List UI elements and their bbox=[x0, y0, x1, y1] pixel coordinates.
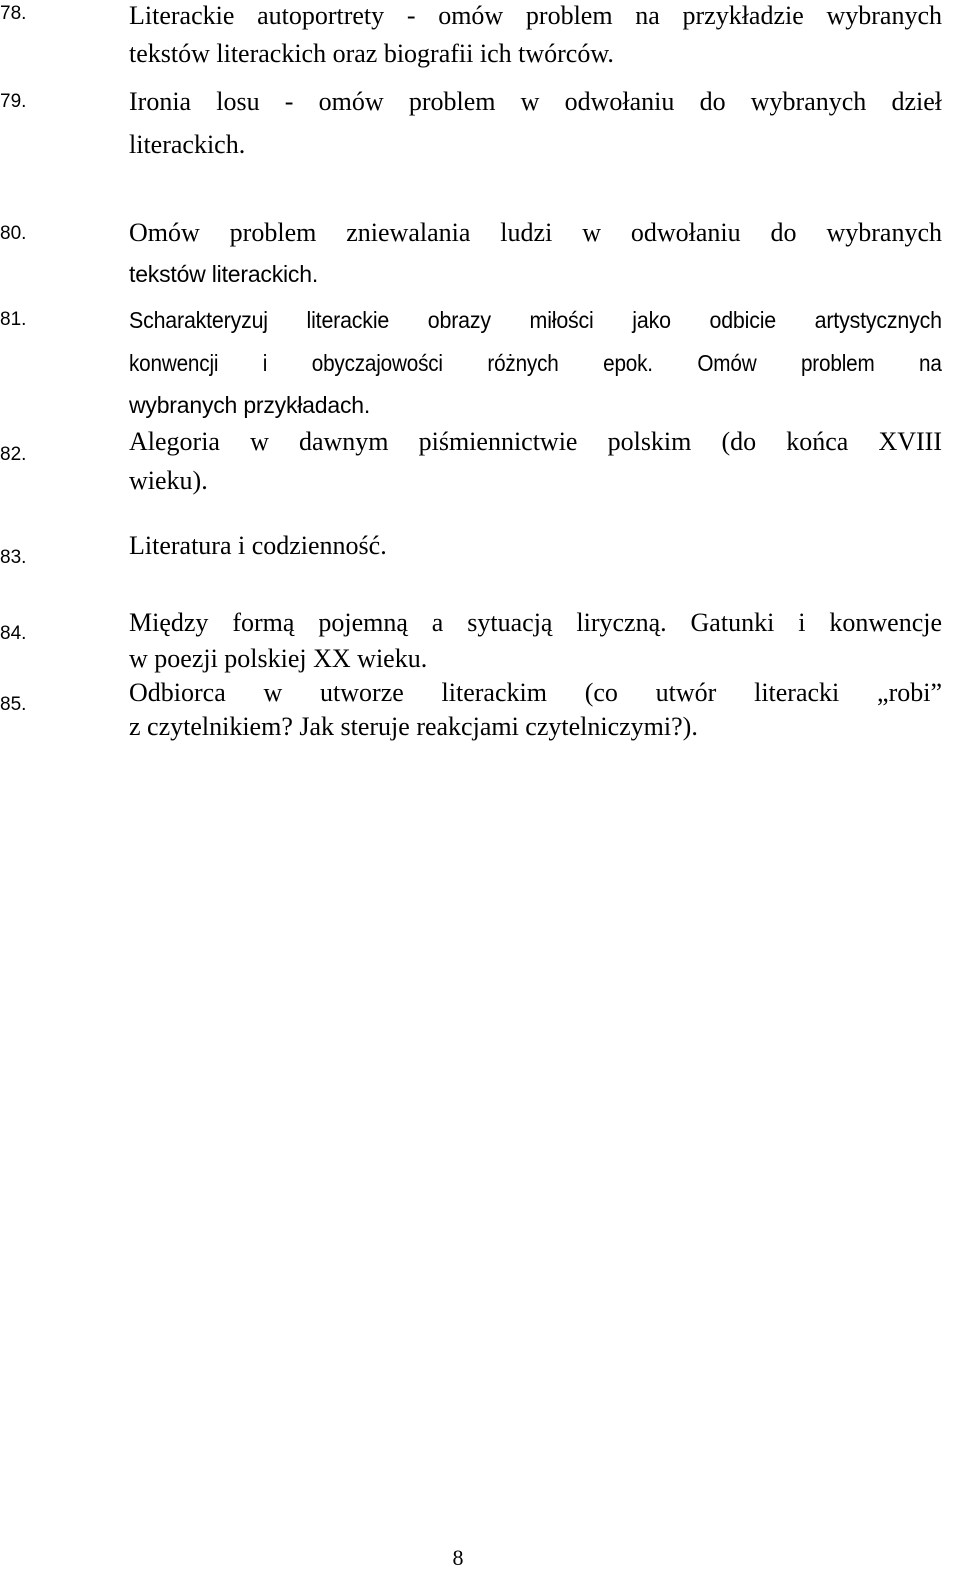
item-83-line-1: Literatura i codzienność. bbox=[129, 531, 387, 560]
item-82-line-2: wieku). bbox=[129, 466, 208, 495]
item-78-line-1: Literackie autoportrety - omów problem na przykładzie wybranych bbox=[129, 1, 942, 30]
item-80-line-1: Omów problem zniewalania ludzi w odwołaniu do wybranych bbox=[129, 218, 942, 247]
item-81-line-3: wybranych przykładach. bbox=[129, 392, 371, 418]
item-84-line-2: w poezji polskiej XX wieku. bbox=[129, 644, 428, 673]
item-number-85: 85. bbox=[0, 694, 27, 715]
page-number: 8 bbox=[452, 1545, 464, 1570]
item-number-84: 84. bbox=[0, 623, 27, 644]
item-number-80: 80. bbox=[0, 223, 27, 244]
item-number-78: 78. bbox=[0, 3, 27, 24]
item-79-line-1: Ironia losu - omów problem w odwołaniu do wybranych dzieł bbox=[129, 87, 942, 116]
item-81-line-1: Scharakteryzuj literackie obrazy miłości jako odbicie artystycznych bbox=[129, 307, 942, 333]
item-number-81: 81. bbox=[0, 309, 27, 330]
item-78-line-2: tekstów literackich oraz biografii ich twórców. bbox=[129, 39, 614, 68]
item-82-line-1: Alegoria w dawnym piśmiennictwie polskim (do końca XVIII bbox=[129, 427, 942, 456]
page-number-footer bbox=[0, 1544, 960, 1572]
item-79-line-2: literackich. bbox=[129, 130, 246, 159]
item-number-83: 83. bbox=[0, 547, 27, 568]
item-80-line-2: tekstów literackich. bbox=[129, 261, 319, 287]
item-number-79: 79. bbox=[0, 91, 27, 112]
item-85-line-1: Odbiorca w utworze literackim (co utwór literacki „robi” bbox=[129, 678, 942, 707]
item-81-line-2: konwencji i obyczajowości różnych epok. Omów problem na bbox=[129, 350, 942, 376]
item-85-line-2: z czytelnikiem? Jak steruje reakcjami czytelniczymi?). bbox=[129, 712, 698, 741]
item-84-line-1: Między formą pojemną a sytuacją liryczną. Gatunki i konwencje bbox=[129, 608, 942, 637]
item-number-82: 82. bbox=[0, 444, 27, 465]
